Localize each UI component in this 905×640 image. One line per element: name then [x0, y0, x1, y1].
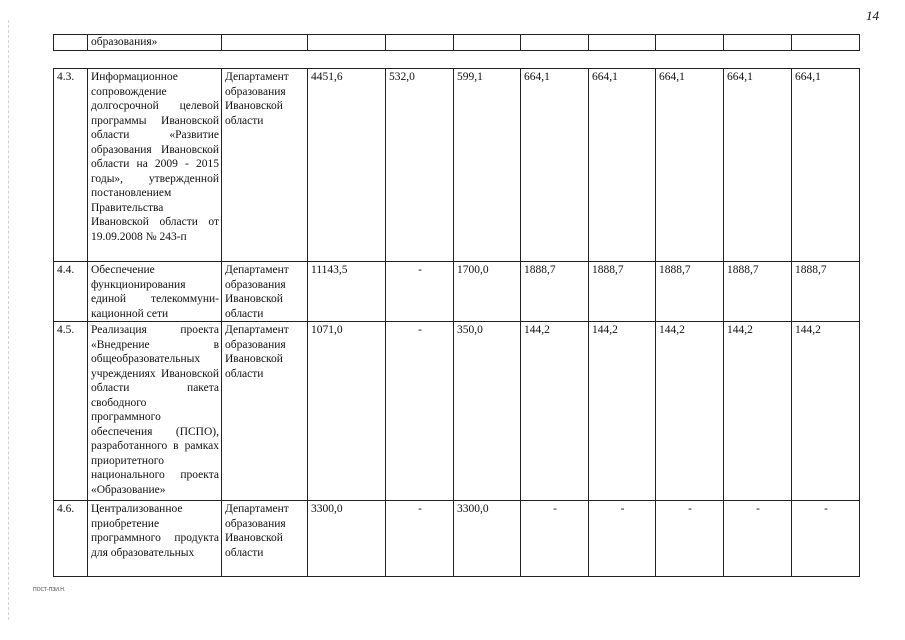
- executor-cell: Департамент образования Ивановской области: [222, 322, 308, 501]
- value-cell: 350,0: [454, 322, 521, 501]
- value-cell: 144,2: [724, 322, 792, 501]
- value-cell: 3300,0: [308, 501, 386, 577]
- value-cell: 1071,0: [308, 322, 386, 501]
- value-cell: -: [521, 501, 589, 577]
- carryover-cell: [521, 35, 589, 51]
- carryover-cell: [589, 35, 656, 51]
- value-cell: 1888,7: [521, 262, 589, 322]
- carryover-cell: [386, 35, 454, 51]
- value-cell: -: [386, 501, 454, 577]
- page-number: 14: [866, 8, 879, 23]
- executor-cell: Департамент образования Ивановской области: [222, 262, 308, 322]
- table-row: [54, 262, 860, 322]
- carryover-cell: [308, 35, 386, 51]
- row-number-cell: 4.3.: [54, 69, 88, 262]
- value-cell: 144,2: [656, 322, 724, 501]
- carryover-table: [53, 34, 860, 51]
- value-cell: 3300,0: [454, 501, 521, 577]
- value-cell: 1888,7: [589, 262, 656, 322]
- value-cell: 664,1: [589, 69, 656, 262]
- row-number-cell: 4.5.: [54, 322, 88, 501]
- value-cell: 664,1: [521, 69, 589, 262]
- table-row: [54, 322, 860, 501]
- value-cell: 532,0: [386, 69, 454, 262]
- value-cell: 4451,6: [308, 69, 386, 262]
- footer-mark: ПОСТ-ПЗИ.Н.: [33, 587, 66, 593]
- carryover-cell: [454, 35, 521, 51]
- value-cell: -: [386, 262, 454, 322]
- carryover-num-cell: [54, 35, 88, 51]
- carryover-cell: [222, 35, 308, 51]
- scan-edge-line: [8, 20, 9, 620]
- value-cell: 664,1: [656, 69, 724, 262]
- value-cell: -: [656, 501, 724, 577]
- value-cell: 664,1: [724, 69, 792, 262]
- carryover-name-cell: образования»: [88, 35, 222, 51]
- row-number-cell: 4.6.: [54, 501, 88, 577]
- executor-cell: Департамент образования Ивановской области: [222, 501, 308, 577]
- executor-cell: Департамент образования Ивановской области: [222, 69, 308, 262]
- measures-table: [53, 68, 860, 577]
- value-cell: -: [386, 322, 454, 501]
- value-cell: -: [589, 501, 656, 577]
- measure-name-cell: Централизованное приобретение программного продукта для образовательных: [88, 501, 222, 577]
- value-cell: 1700,0: [454, 262, 521, 322]
- value-cell: 1888,7: [656, 262, 724, 322]
- carryover-cell: [724, 35, 792, 51]
- measure-name-cell: Обеспечение функционирования единой телекоммуни-кационной сети: [88, 262, 222, 322]
- value-cell: 1888,7: [724, 262, 792, 322]
- table-row: [54, 501, 860, 577]
- value-cell: 144,2: [589, 322, 656, 501]
- measure-name-cell: Информационное сопровождение долгосрочной целевой программы Ивановской области «Развитие образования Ивановской области на 2009 - 2015 годы», утвержденной постановлением Правительства Ивановской области от 19.09.2008 № 243-п: [88, 69, 222, 262]
- value-cell: 1888,7: [792, 262, 860, 322]
- value-cell: -: [724, 501, 792, 577]
- value-cell: -: [792, 501, 860, 577]
- value-cell: 599,1: [454, 69, 521, 262]
- value-cell: 11143,5: [308, 262, 386, 322]
- carryover-row: [54, 35, 860, 51]
- measure-name-cell: Реализация проекта «Внедрение в общеобразовательных учреждениях Ивановской области пакета свободного программного обеспечения (ПСПО), разработанного в рамках приоритетного национального проекта «Образование»: [88, 322, 222, 501]
- value-cell: 664,1: [792, 69, 860, 262]
- value-cell: 144,2: [792, 322, 860, 501]
- carryover-cell: [656, 35, 724, 51]
- row-number-cell: 4.4.: [54, 262, 88, 322]
- table-row: [54, 69, 860, 262]
- carryover-cell: [792, 35, 860, 51]
- value-cell: 144,2: [521, 322, 589, 501]
